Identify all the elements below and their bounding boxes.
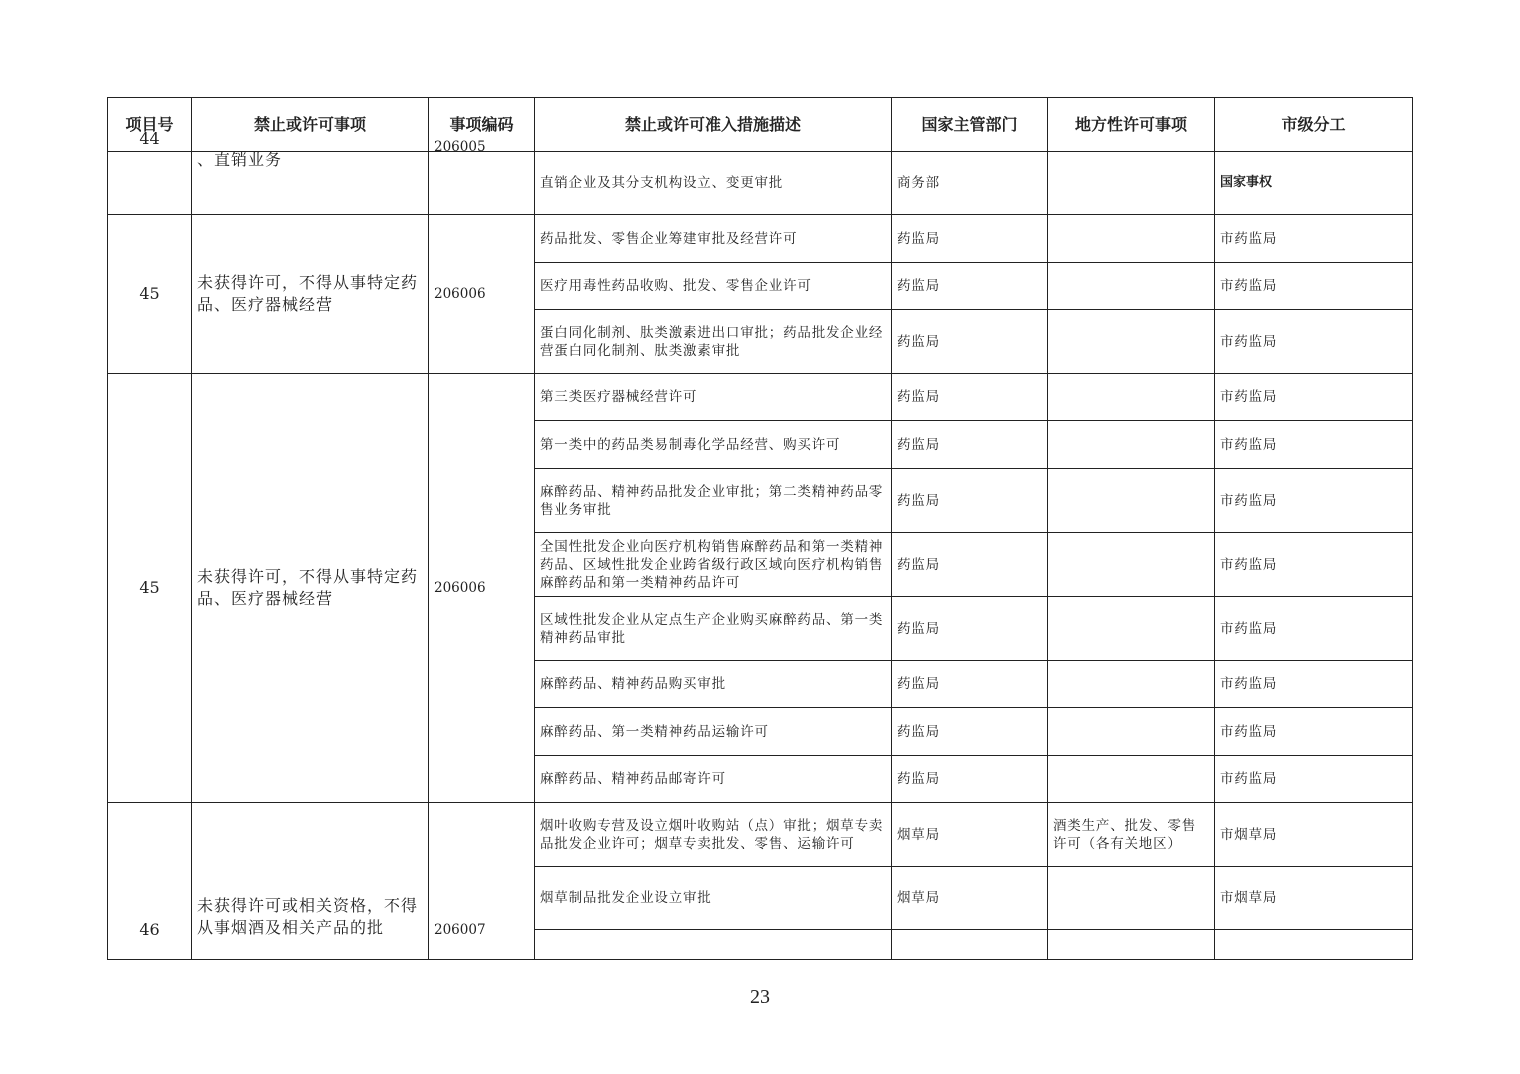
measure-desc: 医疗用毒性药品收购、批发、零售企业许可 [535, 263, 892, 310]
local-permit [1048, 661, 1215, 708]
local-permit: 酒类生产、批发、零售许可（各有关地区） [1048, 803, 1215, 867]
national-dept-empty [892, 930, 1048, 960]
city-division: 市药监局 [1215, 756, 1413, 803]
local-permit [1048, 215, 1215, 263]
measure-desc: 药品批发、零售企业筹建审批及经营许可 [535, 215, 892, 263]
item-code-cell [429, 139, 535, 215]
header-city-division: 市级分工 [1215, 98, 1413, 152]
measure-desc: 直销企业及其分支机构设立、变更审批 [535, 152, 892, 215]
item-code: 206007 [434, 922, 486, 938]
local-permit [1048, 756, 1215, 803]
permit-table-page [107, 97, 1412, 939]
local-permit [1048, 533, 1215, 597]
city-division: 市药监局 [1215, 597, 1413, 661]
national-dept: 药监局 [892, 756, 1048, 803]
local-permit [1048, 708, 1215, 756]
page-number: 23 [750, 986, 770, 1008]
item-no: 46 [139, 920, 160, 939]
item-no: 45 [108, 215, 192, 374]
table-row [108, 803, 1413, 867]
city-division: 市药监局 [1215, 310, 1413, 374]
city-division: 市药监局 [1215, 708, 1413, 756]
item-code: 206005 [434, 139, 486, 155]
national-dept: 药监局 [892, 263, 1048, 310]
item-code: 206006 [429, 215, 535, 374]
item-name: 未获得许可，不得从事特定药品、医疗器械经营 [192, 215, 429, 374]
national-dept: 药监局 [892, 215, 1048, 263]
measure-desc-empty [535, 930, 892, 960]
measure-desc: 麻醉药品、精神药品购买审批 [535, 661, 892, 708]
measure-desc: 全国性批发企业向医疗机构销售麻醉药品和第一类精神药品、区域性批发企业跨省级行政区域向医疗机构销售麻醉药品和第一类精神药品许可 [535, 533, 892, 597]
header-item-no: 项目号 [108, 98, 192, 152]
item-no-cell [108, 803, 192, 960]
national-dept: 药监局 [892, 310, 1048, 374]
city-division: 市药监局 [1215, 469, 1413, 533]
item-no: 45 [108, 374, 192, 803]
national-dept: 药监局 [892, 708, 1048, 756]
local-permit [1048, 421, 1215, 469]
item-name-cell [192, 803, 429, 960]
local-permit [1048, 263, 1215, 310]
national-dept: 烟草局 [892, 803, 1048, 867]
item-name: 未获得许可，不得从事特定药品、医疗器械经营 [192, 374, 429, 803]
local-permit [1048, 597, 1215, 661]
city-division: 市药监局 [1215, 374, 1413, 421]
city-division: 市烟草局 [1215, 803, 1413, 867]
measure-desc: 麻醉药品、第一类精神药品运输许可 [535, 708, 892, 756]
table-row [108, 215, 1413, 263]
table-row [108, 152, 1413, 215]
city-division: 市药监局 [1215, 661, 1413, 708]
measure-desc: 麻醉药品、精神药品邮寄许可 [535, 756, 892, 803]
item-name: 、直销业务 [197, 150, 283, 169]
header-local-permit: 地方性许可事项 [1048, 98, 1215, 152]
item-code: 206006 [429, 374, 535, 803]
measure-desc: 蛋白同化制剂、肽类激素进出口审批；药品批发企业经营蛋白同化制剂、肽类激素审批 [535, 310, 892, 374]
table-row [108, 374, 1413, 421]
city-division: 市药监局 [1215, 263, 1413, 310]
item-name-cell [192, 152, 429, 215]
national-dept: 药监局 [892, 421, 1048, 469]
city-division: 市药监局 [1215, 533, 1413, 597]
measure-desc: 第一类中的药品类易制毒化学品经营、购买许可 [535, 421, 892, 469]
national-dept: 药监局 [892, 469, 1048, 533]
city-division: 市烟草局 [1215, 867, 1413, 930]
city-division: 市药监局 [1215, 215, 1413, 263]
national-dept: 药监局 [892, 374, 1048, 421]
local-permit [1048, 867, 1215, 930]
local-permit-empty [1048, 930, 1215, 960]
local-permit [1048, 152, 1215, 215]
permit-table [107, 97, 1413, 960]
national-dept: 烟草局 [892, 867, 1048, 930]
national-dept: 药监局 [892, 533, 1048, 597]
measure-desc: 区域性批发企业从定点生产企业购买麻醉药品、第一类精神药品审批 [535, 597, 892, 661]
national-dept: 商务部 [892, 152, 1048, 215]
local-permit [1048, 374, 1215, 421]
local-permit [1048, 469, 1215, 533]
item-code-cell [429, 803, 535, 960]
city-division: 市药监局 [1215, 421, 1413, 469]
city-division-empty [1215, 930, 1413, 960]
measure-desc: 第三类医疗器械经营许可 [535, 374, 892, 421]
national-dept: 药监局 [892, 661, 1048, 708]
measure-desc: 麻醉药品、精神药品批发企业审批；第二类精神药品零售业务审批 [535, 469, 892, 533]
city-division: 国家事权 [1215, 152, 1413, 215]
header-item-name: 禁止或许可事项 [192, 98, 429, 152]
header-row [108, 98, 1413, 152]
item-no: 44 [139, 129, 160, 148]
measure-desc: 烟叶收购专营及设立烟叶收购站（点）审批；烟草专卖品批发企业许可；烟草专卖批发、零售、运输许可 [535, 803, 892, 867]
header-item-code: 事项编码 [429, 98, 535, 152]
measure-desc: 烟草制品批发企业设立审批 [535, 867, 892, 930]
local-permit [1048, 310, 1215, 374]
item-name: 未获得许可或相关资格，不得从事烟酒及相关产品的批 [197, 896, 419, 937]
header-measure-desc: 禁止或许可准入措施描述 [535, 98, 892, 152]
item-no-cell [108, 129, 192, 215]
national-dept: 药监局 [892, 597, 1048, 661]
header-national-dept: 国家主管部门 [892, 98, 1048, 152]
